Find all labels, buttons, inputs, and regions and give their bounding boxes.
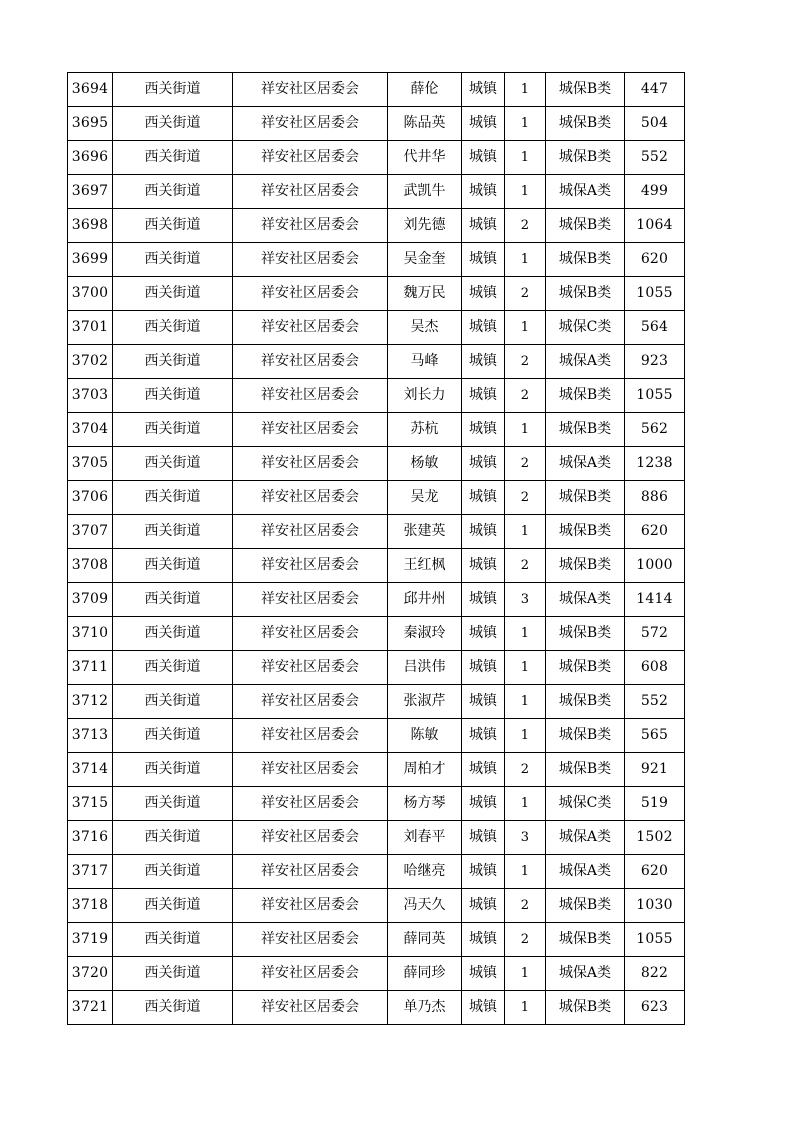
- cell-community: 祥安社区居委会: [233, 243, 388, 277]
- cell-category: 城保A类: [546, 957, 625, 991]
- table-row: [68, 549, 685, 583]
- table-row: [68, 719, 685, 753]
- cell-category: 城保B类: [546, 923, 625, 957]
- table-row: [68, 515, 685, 549]
- cell-category: 城保B类: [546, 413, 625, 447]
- cell-category: 城保B类: [546, 515, 625, 549]
- cell-amount: 923: [625, 345, 685, 379]
- cell-amount: 565: [625, 719, 685, 753]
- cell-area: 城镇: [462, 311, 505, 345]
- cell-street: 西关街道: [113, 141, 233, 175]
- cell-id: 3707: [68, 515, 113, 549]
- cell-name: 王红枫: [388, 549, 462, 583]
- cell-id: 3698: [68, 209, 113, 243]
- cell-name: 薛同英: [388, 923, 462, 957]
- cell-name: 哈继亮: [388, 855, 462, 889]
- cell-name: 代井华: [388, 141, 462, 175]
- cell-community: 祥安社区居委会: [233, 209, 388, 243]
- cell-area: 城镇: [462, 73, 505, 107]
- cell-count: 1: [505, 617, 546, 651]
- cell-amount: 1414: [625, 583, 685, 617]
- cell-category: 城保B类: [546, 889, 625, 923]
- cell-street: 西关街道: [113, 617, 233, 651]
- cell-count: 3: [505, 583, 546, 617]
- cell-id: 3713: [68, 719, 113, 753]
- cell-street: 西关街道: [113, 855, 233, 889]
- cell-community: 祥安社区居委会: [233, 753, 388, 787]
- cell-street: 西关街道: [113, 651, 233, 685]
- cell-amount: 1064: [625, 209, 685, 243]
- cell-id: 3710: [68, 617, 113, 651]
- cell-street: 西关街道: [113, 447, 233, 481]
- cell-category: 城保B类: [546, 243, 625, 277]
- cell-category: 城保A类: [546, 447, 625, 481]
- cell-community: 祥安社区居委会: [233, 651, 388, 685]
- cell-name: 邱井州: [388, 583, 462, 617]
- table-row: [68, 379, 685, 413]
- table-row: [68, 73, 685, 107]
- cell-count: 1: [505, 787, 546, 821]
- cell-community: 祥安社区居委会: [233, 345, 388, 379]
- cell-id: 3699: [68, 243, 113, 277]
- cell-name: 吴杰: [388, 311, 462, 345]
- cell-name: 陈品英: [388, 107, 462, 141]
- cell-amount: 822: [625, 957, 685, 991]
- cell-street: 西关街道: [113, 175, 233, 209]
- cell-street: 西关街道: [113, 957, 233, 991]
- cell-area: 城镇: [462, 855, 505, 889]
- table-row: [68, 277, 685, 311]
- cell-community: 祥安社区居委会: [233, 583, 388, 617]
- cell-community: 祥安社区居委会: [233, 957, 388, 991]
- cell-count: 2: [505, 447, 546, 481]
- cell-name: 吴龙: [388, 481, 462, 515]
- cell-community: 祥安社区居委会: [233, 277, 388, 311]
- cell-count: 1: [505, 685, 546, 719]
- cell-amount: 1000: [625, 549, 685, 583]
- cell-amount: 921: [625, 753, 685, 787]
- table-row: [68, 413, 685, 447]
- cell-name: 刘长力: [388, 379, 462, 413]
- table-row: [68, 481, 685, 515]
- table-body: [68, 73, 685, 1025]
- cell-street: 西关街道: [113, 209, 233, 243]
- cell-street: 西关街道: [113, 923, 233, 957]
- cell-name: 周柏才: [388, 753, 462, 787]
- cell-category: 城保A类: [546, 175, 625, 209]
- cell-area: 城镇: [462, 209, 505, 243]
- cell-id: 3711: [68, 651, 113, 685]
- table-row: [68, 821, 685, 855]
- cell-count: 2: [505, 549, 546, 583]
- cell-area: 城镇: [462, 821, 505, 855]
- cell-area: 城镇: [462, 515, 505, 549]
- cell-count: 1: [505, 73, 546, 107]
- cell-community: 祥安社区居委会: [233, 73, 388, 107]
- cell-street: 西关街道: [113, 277, 233, 311]
- cell-name: 张淑芹: [388, 685, 462, 719]
- cell-street: 西关街道: [113, 107, 233, 141]
- table-row: [68, 175, 685, 209]
- cell-id: 3706: [68, 481, 113, 515]
- cell-area: 城镇: [462, 651, 505, 685]
- cell-id: 3721: [68, 991, 113, 1025]
- cell-community: 祥安社区居委会: [233, 821, 388, 855]
- table-row: [68, 243, 685, 277]
- cell-amount: 1055: [625, 379, 685, 413]
- cell-id: 3716: [68, 821, 113, 855]
- cell-community: 祥安社区居委会: [233, 413, 388, 447]
- cell-area: 城镇: [462, 141, 505, 175]
- cell-count: 2: [505, 753, 546, 787]
- cell-count: 1: [505, 719, 546, 753]
- cell-name: 苏杭: [388, 413, 462, 447]
- cell-id: 3696: [68, 141, 113, 175]
- cell-area: 城镇: [462, 719, 505, 753]
- cell-amount: 1055: [625, 923, 685, 957]
- cell-category: 城保B类: [546, 549, 625, 583]
- cell-count: 3: [505, 821, 546, 855]
- cell-id: 3703: [68, 379, 113, 413]
- cell-count: 1: [505, 515, 546, 549]
- cell-area: 城镇: [462, 685, 505, 719]
- cell-area: 城镇: [462, 447, 505, 481]
- cell-name: 薛同珍: [388, 957, 462, 991]
- table-row: [68, 889, 685, 923]
- cell-amount: 447: [625, 73, 685, 107]
- cell-amount: 608: [625, 651, 685, 685]
- cell-count: 1: [505, 651, 546, 685]
- cell-category: 城保B类: [546, 277, 625, 311]
- table-row: [68, 447, 685, 481]
- cell-id: 3697: [68, 175, 113, 209]
- cell-street: 西关街道: [113, 73, 233, 107]
- cell-area: 城镇: [462, 379, 505, 413]
- cell-name: 吕洪伟: [388, 651, 462, 685]
- cell-category: 城保B类: [546, 209, 625, 243]
- cell-area: 城镇: [462, 345, 505, 379]
- cell-name: 冯天久: [388, 889, 462, 923]
- cell-street: 西关街道: [113, 991, 233, 1025]
- cell-id: 3700: [68, 277, 113, 311]
- cell-amount: 1238: [625, 447, 685, 481]
- table-row: [68, 311, 685, 345]
- cell-amount: 1030: [625, 889, 685, 923]
- cell-count: 1: [505, 141, 546, 175]
- cell-count: 2: [505, 889, 546, 923]
- cell-count: 2: [505, 277, 546, 311]
- table-row: [68, 855, 685, 889]
- cell-community: 祥安社区居委会: [233, 379, 388, 413]
- cell-id: 3708: [68, 549, 113, 583]
- table-row: [68, 209, 685, 243]
- cell-street: 西关街道: [113, 379, 233, 413]
- cell-street: 西关街道: [113, 821, 233, 855]
- cell-name: 魏万民: [388, 277, 462, 311]
- cell-category: 城保B类: [546, 685, 625, 719]
- cell-count: 2: [505, 209, 546, 243]
- cell-count: 2: [505, 345, 546, 379]
- cell-name: 吴金奎: [388, 243, 462, 277]
- cell-category: 城保B类: [546, 107, 625, 141]
- table-row: [68, 651, 685, 685]
- cell-id: 3719: [68, 923, 113, 957]
- table-row: [68, 957, 685, 991]
- cell-community: 祥安社区居委会: [233, 685, 388, 719]
- cell-street: 西关街道: [113, 889, 233, 923]
- cell-id: 3712: [68, 685, 113, 719]
- cell-name: 马峰: [388, 345, 462, 379]
- cell-area: 城镇: [462, 107, 505, 141]
- table-row: [68, 753, 685, 787]
- cell-community: 祥安社区居委会: [233, 311, 388, 345]
- cell-count: 1: [505, 991, 546, 1025]
- cell-category: 城保A类: [546, 583, 625, 617]
- cell-area: 城镇: [462, 957, 505, 991]
- cell-category: 城保A类: [546, 821, 625, 855]
- cell-category: 城保B类: [546, 753, 625, 787]
- cell-category: 城保B类: [546, 991, 625, 1025]
- cell-id: 3695: [68, 107, 113, 141]
- cell-name: 武凯牛: [388, 175, 462, 209]
- cell-count: 1: [505, 413, 546, 447]
- table-row: [68, 141, 685, 175]
- cell-category: 城保B类: [546, 379, 625, 413]
- cell-community: 祥安社区居委会: [233, 515, 388, 549]
- cell-count: 1: [505, 855, 546, 889]
- data-table: [67, 72, 685, 1025]
- cell-id: 3704: [68, 413, 113, 447]
- cell-amount: 564: [625, 311, 685, 345]
- cell-community: 祥安社区居委会: [233, 549, 388, 583]
- cell-street: 西关街道: [113, 311, 233, 345]
- cell-community: 祥安社区居委会: [233, 175, 388, 209]
- cell-street: 西关街道: [113, 515, 233, 549]
- cell-community: 祥安社区居委会: [233, 617, 388, 651]
- cell-count: 1: [505, 311, 546, 345]
- cell-amount: 620: [625, 243, 685, 277]
- cell-category: 城保B类: [546, 481, 625, 515]
- cell-community: 祥安社区居委会: [233, 855, 388, 889]
- cell-id: 3720: [68, 957, 113, 991]
- cell-amount: 620: [625, 515, 685, 549]
- cell-area: 城镇: [462, 175, 505, 209]
- cell-street: 西关街道: [113, 787, 233, 821]
- cell-amount: 552: [625, 141, 685, 175]
- cell-id: 3718: [68, 889, 113, 923]
- cell-area: 城镇: [462, 549, 505, 583]
- cell-amount: 519: [625, 787, 685, 821]
- cell-area: 城镇: [462, 617, 505, 651]
- cell-amount: 886: [625, 481, 685, 515]
- cell-count: 1: [505, 107, 546, 141]
- cell-area: 城镇: [462, 277, 505, 311]
- cell-name: 薛伦: [388, 73, 462, 107]
- cell-community: 祥安社区居委会: [233, 719, 388, 753]
- cell-category: 城保B类: [546, 73, 625, 107]
- cell-name: 杨敏: [388, 447, 462, 481]
- cell-area: 城镇: [462, 243, 505, 277]
- cell-street: 西关街道: [113, 345, 233, 379]
- cell-id: 3714: [68, 753, 113, 787]
- cell-category: 城保B类: [546, 719, 625, 753]
- cell-name: 刘先德: [388, 209, 462, 243]
- cell-amount: 499: [625, 175, 685, 209]
- table-row: [68, 617, 685, 651]
- table-row: [68, 923, 685, 957]
- cell-community: 祥安社区居委会: [233, 447, 388, 481]
- cell-name: 秦淑玲: [388, 617, 462, 651]
- table-row: [68, 583, 685, 617]
- cell-street: 西关街道: [113, 719, 233, 753]
- cell-street: 西关街道: [113, 753, 233, 787]
- cell-community: 祥安社区居委会: [233, 889, 388, 923]
- cell-name: 刘春平: [388, 821, 462, 855]
- cell-amount: 552: [625, 685, 685, 719]
- cell-amount: 1055: [625, 277, 685, 311]
- cell-count: 2: [505, 923, 546, 957]
- cell-name: 张建英: [388, 515, 462, 549]
- cell-category: 城保C类: [546, 787, 625, 821]
- cell-id: 3715: [68, 787, 113, 821]
- cell-category: 城保A类: [546, 855, 625, 889]
- cell-id: 3694: [68, 73, 113, 107]
- cell-category: 城保B类: [546, 141, 625, 175]
- cell-area: 城镇: [462, 991, 505, 1025]
- table-row: [68, 345, 685, 379]
- cell-amount: 562: [625, 413, 685, 447]
- cell-count: 1: [505, 957, 546, 991]
- table-row: [68, 991, 685, 1025]
- cell-street: 西关街道: [113, 583, 233, 617]
- cell-street: 西关街道: [113, 413, 233, 447]
- cell-count: 1: [505, 243, 546, 277]
- cell-area: 城镇: [462, 787, 505, 821]
- cell-area: 城镇: [462, 889, 505, 923]
- cell-area: 城镇: [462, 583, 505, 617]
- cell-id: 3702: [68, 345, 113, 379]
- cell-amount: 623: [625, 991, 685, 1025]
- cell-id: 3705: [68, 447, 113, 481]
- table-row: [68, 107, 685, 141]
- cell-street: 西关街道: [113, 685, 233, 719]
- cell-name: 陈敏: [388, 719, 462, 753]
- cell-amount: 572: [625, 617, 685, 651]
- cell-community: 祥安社区居委会: [233, 107, 388, 141]
- cell-amount: 504: [625, 107, 685, 141]
- cell-amount: 1502: [625, 821, 685, 855]
- cell-street: 西关街道: [113, 481, 233, 515]
- cell-community: 祥安社区居委会: [233, 481, 388, 515]
- cell-name: 杨方琴: [388, 787, 462, 821]
- cell-street: 西关街道: [113, 549, 233, 583]
- cell-amount: 620: [625, 855, 685, 889]
- cell-area: 城镇: [462, 753, 505, 787]
- cell-id: 3717: [68, 855, 113, 889]
- cell-category: 城保C类: [546, 311, 625, 345]
- cell-category: 城保B类: [546, 617, 625, 651]
- cell-area: 城镇: [462, 481, 505, 515]
- cell-category: 城保B类: [546, 651, 625, 685]
- table-row: [68, 685, 685, 719]
- cell-count: 1: [505, 175, 546, 209]
- cell-count: 2: [505, 379, 546, 413]
- cell-id: 3709: [68, 583, 113, 617]
- cell-community: 祥安社区居委会: [233, 141, 388, 175]
- cell-name: 单乃杰: [388, 991, 462, 1025]
- cell-community: 祥安社区居委会: [233, 923, 388, 957]
- cell-area: 城镇: [462, 413, 505, 447]
- cell-community: 祥安社区居委会: [233, 787, 388, 821]
- table-row: [68, 787, 685, 821]
- cell-count: 2: [505, 481, 546, 515]
- cell-id: 3701: [68, 311, 113, 345]
- cell-street: 西关街道: [113, 243, 233, 277]
- cell-area: 城镇: [462, 923, 505, 957]
- cell-community: 祥安社区居委会: [233, 991, 388, 1025]
- cell-category: 城保A类: [546, 345, 625, 379]
